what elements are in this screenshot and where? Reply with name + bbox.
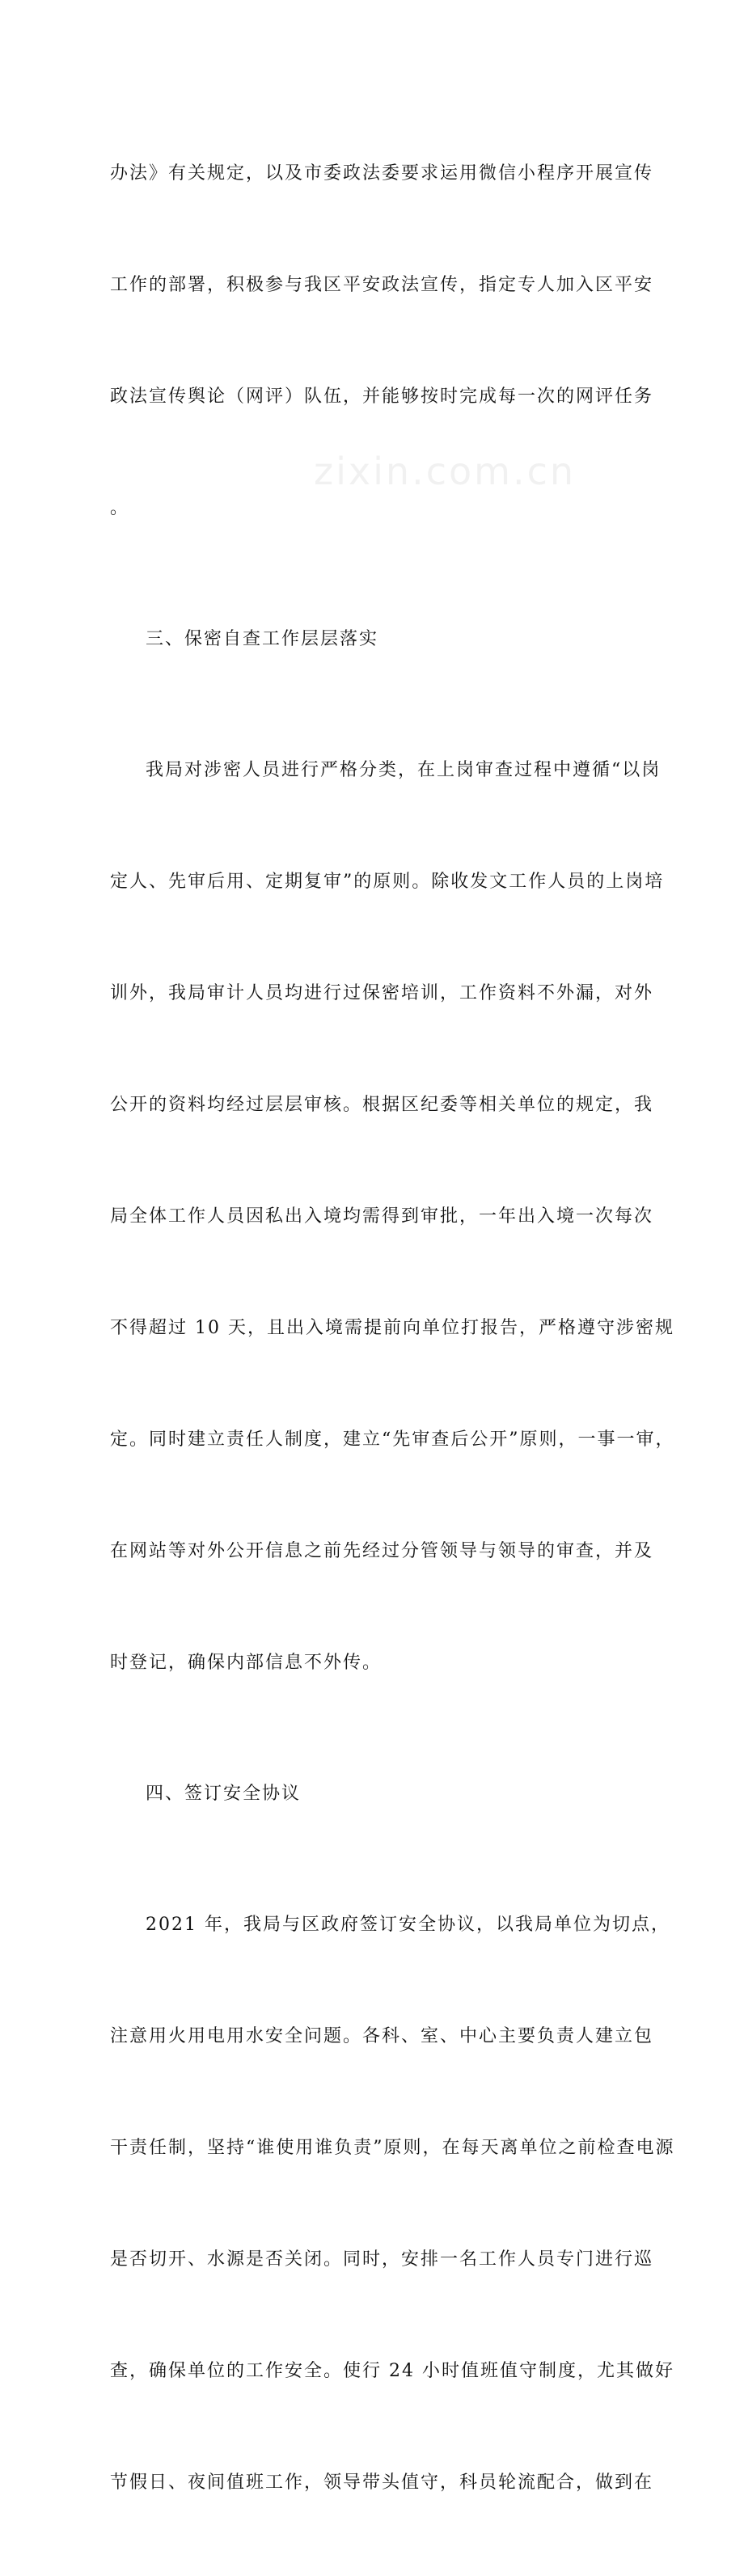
document-body <box>110 81 675 2576</box>
text-line: 工作的部署，积极参与我区平安政法宣传，指定专人加入区平安 <box>110 275 654 295</box>
text-line: 在网站等对外公开信息之前先经过分管领导与领导的审查，并及 <box>110 1541 654 1561</box>
watermark-text: zixin.com.cn <box>314 450 577 493</box>
text-line: 定人、先审后用、定期复审”的原则。除收发文工作人员的上岗培 <box>110 872 665 892</box>
section-heading-4: 四、签订安全协议 <box>146 1784 302 1804</box>
text-line: 政法宣传舆论（网评）队伍，并能够按时完成每一次的网评任务 <box>110 386 654 407</box>
text-line: 查，确保单位的工作安全。使行 24 小时值班值守制度，尤其做好 <box>110 2361 674 2381</box>
text-line: 节假日、夜间值班工作，领导带头值守，科员轮流配合，做到在 <box>110 2473 654 2493</box>
paragraph-confidentiality <box>110 678 675 1756</box>
text-line: 我局对涉密人员进行严格分类，在上岗审查过程中遵循“以岗 <box>146 760 662 780</box>
text-line: 。 <box>110 498 130 518</box>
text-line: 干责任制，坚持“谁使用谁负责”原则，在每天离单位之前检查电源 <box>110 2138 675 2158</box>
text-line: 局全体工作人员因私出入境均需得到审批，一年出入境一次每次 <box>110 1206 654 1227</box>
paragraph-gap <box>110 602 636 621</box>
text-line: 时登记，确保内部信息不外传。 <box>110 1653 383 1673</box>
paragraph-gap <box>110 658 636 678</box>
text-line: 是否切开、水源是否关闭。同时，安排一名工作人员专门进行巡 <box>110 2249 654 2270</box>
text-line: 定。同时建立责任人制度，建立“先审查后公开”原则，一事一审， <box>110 1429 675 1450</box>
text-line: 办法》有关规定，以及市委政法委要求运用微信小程序开展宣传 <box>110 163 654 184</box>
section-heading-3: 三、保密自查工作层层落实 <box>146 629 379 649</box>
paragraph-continued <box>110 81 654 602</box>
text-line: 公开的资料均经过层层审核。根据区纪委等相关单位的规定，我 <box>110 1095 654 1115</box>
paragraph-gap <box>110 1756 636 1776</box>
paragraph-gap <box>110 1813 636 1832</box>
text-line: 注意用火用电用水安全问题。各科、室、中心主要负责人建立包 <box>110 2026 654 2046</box>
text-line: 2021 年，我局与区政府签订安全协议，以我局单位为切点， <box>146 1915 670 1935</box>
text-line: 不得超过 10 天，且出入境需提前向单位打报告，严格遵守涉密规 <box>110 1318 674 1338</box>
text-line: 训外，我局审计人员均进行过保密培训，工作资料不外漏，对外 <box>110 983 654 1003</box>
paragraph-safety-agreement <box>110 1832 675 2576</box>
